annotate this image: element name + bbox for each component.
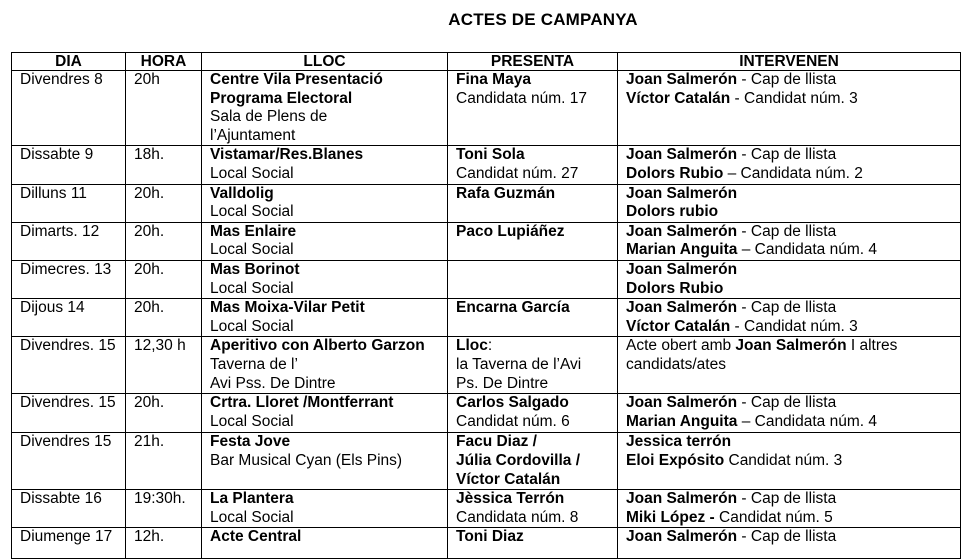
day-text: Dilluns 11	[20, 184, 87, 202]
speaker-name: Joan Salmerón	[626, 490, 738, 508]
cell-dia	[12, 184, 126, 222]
page-title: ACTES DE CAMPANYA	[448, 10, 638, 29]
place-line: Avi Pss. De Dintre	[210, 374, 336, 392]
place-line: Mas Borinot	[210, 260, 300, 278]
presenter-suffix: :	[487, 337, 493, 355]
presenter-text: Jèssica Terrón	[456, 490, 565, 508]
presenter-text: Toni Diaz	[456, 528, 524, 546]
cell-hora	[126, 490, 202, 528]
presenter-line	[456, 375, 609, 394]
table-row	[12, 299, 961, 337]
presenter-text: Ps. De Dintre	[456, 374, 549, 392]
cell-lloc	[202, 394, 448, 433]
day-text: Diumenge 17	[20, 528, 113, 546]
presenter-line	[456, 490, 609, 509]
table-row	[12, 394, 961, 433]
cell-presenta	[448, 394, 618, 433]
time-text: 20h.	[134, 299, 165, 317]
speaker-role: - Candidat núm. 3	[730, 317, 858, 335]
header-lloc: LLOC	[202, 53, 448, 71]
speaker-role: - Cap de llista	[737, 394, 837, 412]
table-row	[12, 490, 961, 528]
speaker-role: Candidat núm. 5	[714, 508, 833, 526]
cell-lloc	[202, 433, 448, 490]
day-text: Divendres 8	[20, 71, 103, 88]
cell-hora	[126, 71, 202, 146]
cell-intervenen	[618, 260, 961, 298]
cell-lloc	[202, 490, 448, 528]
speaker-line	[626, 241, 952, 260]
cell-presenta	[448, 71, 618, 146]
presenter-text: Fina Maya	[456, 71, 531, 88]
speaker-line	[626, 394, 952, 413]
place-line: l’Ajuntament	[210, 126, 296, 144]
speaker-line	[626, 452, 952, 471]
speaker-role: - Cap de llista	[737, 528, 837, 546]
time-text: 20h	[134, 71, 160, 88]
speaker-text-post: I altres	[846, 337, 898, 355]
table-row	[12, 337, 961, 394]
place-line: Mas Moixa-Vilar Petit	[210, 299, 365, 317]
cell-lloc	[202, 299, 448, 337]
speaker-name: Joan Salmerón	[626, 184, 738, 202]
speaker-name: Dolors Rubio	[626, 164, 724, 182]
table-row	[12, 222, 961, 260]
presenter-text: la Taverna de l’Avi	[456, 355, 582, 373]
cell-hora	[126, 394, 202, 433]
presenter-text: Candidata núm. 8	[456, 508, 579, 526]
cell-presenta	[448, 184, 618, 222]
place-line: La Plantera	[210, 490, 294, 508]
time-text: 12,30 h	[134, 337, 186, 355]
cell-presenta	[448, 222, 618, 260]
cell-dia	[12, 528, 126, 559]
speaker-name: Víctor Catalán	[626, 317, 731, 335]
place-line: Local Social	[210, 508, 294, 526]
place-line: Local Social	[210, 279, 294, 297]
place-line: Sala de Plens de	[210, 108, 328, 126]
cell-intervenen	[618, 337, 961, 394]
speaker-line	[626, 71, 952, 90]
speaker-role: - Candidat núm. 3	[730, 89, 858, 107]
time-text: 21h.	[134, 433, 165, 451]
place-line: Centre Vila Presentació	[210, 71, 383, 88]
speaker-name: Jessica terrón	[626, 433, 732, 451]
place-line: Programa Electoral	[210, 89, 353, 107]
cell-hora	[126, 433, 202, 490]
cell-presenta	[448, 260, 618, 298]
cell-lloc	[202, 260, 448, 298]
time-text: 12h.	[134, 528, 165, 546]
speaker-line	[626, 337, 952, 356]
cell-lloc	[202, 71, 448, 146]
speaker-role: – Candidata núm. 4	[737, 412, 877, 430]
place-line: Local Social	[210, 317, 294, 335]
cell-intervenen	[618, 184, 961, 222]
speaker-line	[626, 509, 952, 528]
speaker-line	[626, 261, 952, 280]
day-text: Divendres. 15	[20, 394, 116, 412]
presenter-line	[456, 413, 609, 432]
speaker-name: Joan Salmerón	[626, 222, 738, 240]
presenter-line	[456, 452, 609, 471]
presenter-line	[456, 146, 609, 165]
speaker-name: Eloi Expósito	[626, 451, 725, 469]
header-dia: DIA	[12, 53, 126, 71]
place-line: Crtra. Lloret /Montferrant	[210, 394, 394, 412]
cell-hora	[126, 528, 202, 559]
place-line: Mas Enlaire	[210, 222, 297, 240]
speaker-line	[626, 280, 952, 299]
speaker-role: - Cap de llista	[737, 71, 837, 88]
day-text: Dimarts. 12	[20, 222, 100, 240]
presenter-line	[456, 165, 609, 184]
speaker-name: Miki López -	[626, 508, 715, 526]
cell-dia	[12, 260, 126, 298]
speaker-text-pre: Acte obert amb	[626, 337, 736, 355]
speaker-name: Joan Salmerón	[626, 394, 738, 412]
speaker-name: Dolors Rubio	[626, 279, 724, 297]
header-hora: HORA	[126, 53, 202, 71]
presenter-line	[456, 528, 609, 547]
speaker-role: - Cap de llista	[737, 490, 837, 508]
header-presenta: PRESENTA	[448, 53, 618, 71]
speaker-name: Dolors rubio	[626, 203, 719, 221]
table-row	[12, 528, 961, 559]
cell-dia	[12, 433, 126, 490]
speaker-role: – Candidata núm. 4	[737, 241, 877, 259]
cell-lloc	[202, 222, 448, 260]
presenter-text: Júlia Cordovilla /	[456, 451, 581, 469]
cell-lloc	[202, 528, 448, 559]
speaker-line	[626, 413, 952, 432]
place-line: Local Social	[210, 412, 294, 430]
time-text: 20h.	[134, 260, 165, 278]
speaker-role: - Cap de llista	[737, 299, 837, 317]
presenter-text: Víctor Catalán	[456, 470, 561, 488]
cell-presenta	[448, 299, 618, 337]
presenter-line	[456, 337, 609, 356]
speaker-name: Joan Salmerón	[626, 528, 738, 546]
table-row	[12, 146, 961, 184]
day-text: Dissabte 16	[20, 490, 102, 508]
presenter-line	[456, 433, 609, 452]
presenter-line	[456, 71, 609, 90]
cell-intervenen	[618, 433, 961, 490]
speaker-name: Joan Salmerón	[626, 299, 738, 317]
cell-intervenen	[618, 394, 961, 433]
speaker-name: Marian Anguita	[626, 412, 738, 430]
presenter-text: Facu Diaz /	[456, 433, 537, 451]
cell-dia	[12, 299, 126, 337]
place-line: Aperitivo con Alberto Garzon	[210, 337, 425, 355]
speaker-name: Marian Anguita	[626, 241, 738, 259]
presenter-text: Lloc	[456, 337, 488, 355]
speaker-text-bold: Joan Salmerón	[735, 337, 847, 355]
place-line: Local Social	[210, 203, 294, 221]
campaign-events-table	[11, 52, 961, 559]
speaker-line	[626, 223, 952, 242]
place-line: Acte Central	[210, 528, 302, 546]
speaker-name: Joan Salmerón	[626, 260, 738, 278]
speaker-role: - Cap de llista	[737, 146, 837, 164]
speaker-line	[626, 490, 952, 509]
presenter-text: Candidat núm. 6	[456, 412, 570, 430]
speaker-role: Candidat núm. 3	[724, 451, 843, 469]
header-intervenen: INTERVENEN	[618, 53, 961, 71]
cell-presenta	[448, 337, 618, 394]
cell-hora	[126, 146, 202, 184]
presenter-text: Encarna García	[456, 299, 570, 317]
speaker-line	[626, 318, 952, 337]
day-text: Divendres 15	[20, 433, 112, 451]
cell-presenta	[448, 433, 618, 490]
cell-intervenen	[618, 146, 961, 184]
day-text: Dijous 14	[20, 299, 85, 317]
presenter-text: Toni Sola	[456, 146, 525, 164]
presenter-line	[456, 471, 609, 490]
presenter-line	[456, 394, 609, 413]
speaker-line	[626, 203, 952, 222]
cell-presenta	[448, 528, 618, 559]
presenter-text: Candidata núm. 17	[456, 89, 587, 107]
cell-intervenen	[618, 490, 961, 528]
cell-intervenen	[618, 528, 961, 559]
presenter-text: Paco Lupiáñez	[456, 222, 565, 240]
cell-lloc	[202, 184, 448, 222]
time-text: 20h.	[134, 394, 165, 412]
presenter-text: Rafa Guzmán	[456, 184, 556, 202]
speaker-line	[626, 146, 952, 165]
speaker-role: – Candidata núm. 2	[723, 164, 863, 182]
cell-intervenen	[618, 222, 961, 260]
place-line: Festa Jove	[210, 433, 291, 451]
place-line: Bar Musical Cyan (Els Pins)	[210, 451, 403, 469]
speaker-line	[626, 528, 952, 547]
speaker-line	[626, 165, 952, 184]
speaker-line	[626, 185, 952, 204]
time-text: 18h.	[134, 146, 165, 164]
presenter-line	[456, 509, 609, 528]
place-line: Vistamar/Res.Blanes	[210, 146, 364, 164]
presenter-line	[456, 185, 609, 204]
cell-intervenen	[618, 71, 961, 146]
speaker-name: Joan Salmerón	[626, 146, 738, 164]
cell-presenta	[448, 146, 618, 184]
presenter-line	[456, 356, 609, 375]
cell-intervenen	[618, 299, 961, 337]
speaker-line	[626, 90, 952, 109]
presenter-text: Candidat núm. 27	[456, 164, 579, 182]
table-row	[12, 184, 961, 222]
presenter-text: Carlos Salgado	[456, 394, 569, 412]
cell-hora	[126, 299, 202, 337]
cell-dia	[12, 222, 126, 260]
speaker-role: - Cap de llista	[737, 222, 837, 240]
day-text: Dimecres. 13	[20, 260, 112, 278]
place-line: Valldolig	[210, 184, 274, 202]
cell-lloc	[202, 146, 448, 184]
speaker-name: Joan Salmerón	[626, 71, 738, 88]
day-text: Dissabte 9	[20, 146, 94, 164]
speaker-text-line2: candidats/ates	[626, 355, 726, 373]
cell-dia	[12, 490, 126, 528]
presenter-line	[456, 223, 609, 242]
cell-presenta	[448, 490, 618, 528]
cell-lloc	[202, 337, 448, 394]
time-text: 20h.	[134, 184, 165, 202]
table-row	[12, 71, 961, 146]
cell-dia	[12, 394, 126, 433]
day-text: Divendres. 15	[20, 337, 116, 355]
cell-dia	[12, 71, 126, 146]
time-text: 19:30h.	[134, 490, 186, 508]
place-line: Taverna de l’	[210, 355, 298, 373]
speaker-line	[626, 433, 952, 452]
cell-hora	[126, 260, 202, 298]
cell-hora	[126, 184, 202, 222]
place-line: Local Social	[210, 164, 294, 182]
table-row	[12, 433, 961, 490]
table-header-row	[12, 53, 961, 71]
speaker-line	[626, 299, 952, 318]
time-text: 20h.	[134, 222, 165, 240]
cell-dia	[12, 146, 126, 184]
place-line: Local Social	[210, 241, 294, 259]
cell-hora	[126, 337, 202, 394]
speaker-name: Víctor Catalán	[626, 89, 731, 107]
presenter-line	[456, 90, 609, 109]
cell-dia	[12, 337, 126, 394]
presenter-line	[456, 299, 609, 318]
cell-hora	[126, 222, 202, 260]
table-row	[12, 260, 961, 298]
